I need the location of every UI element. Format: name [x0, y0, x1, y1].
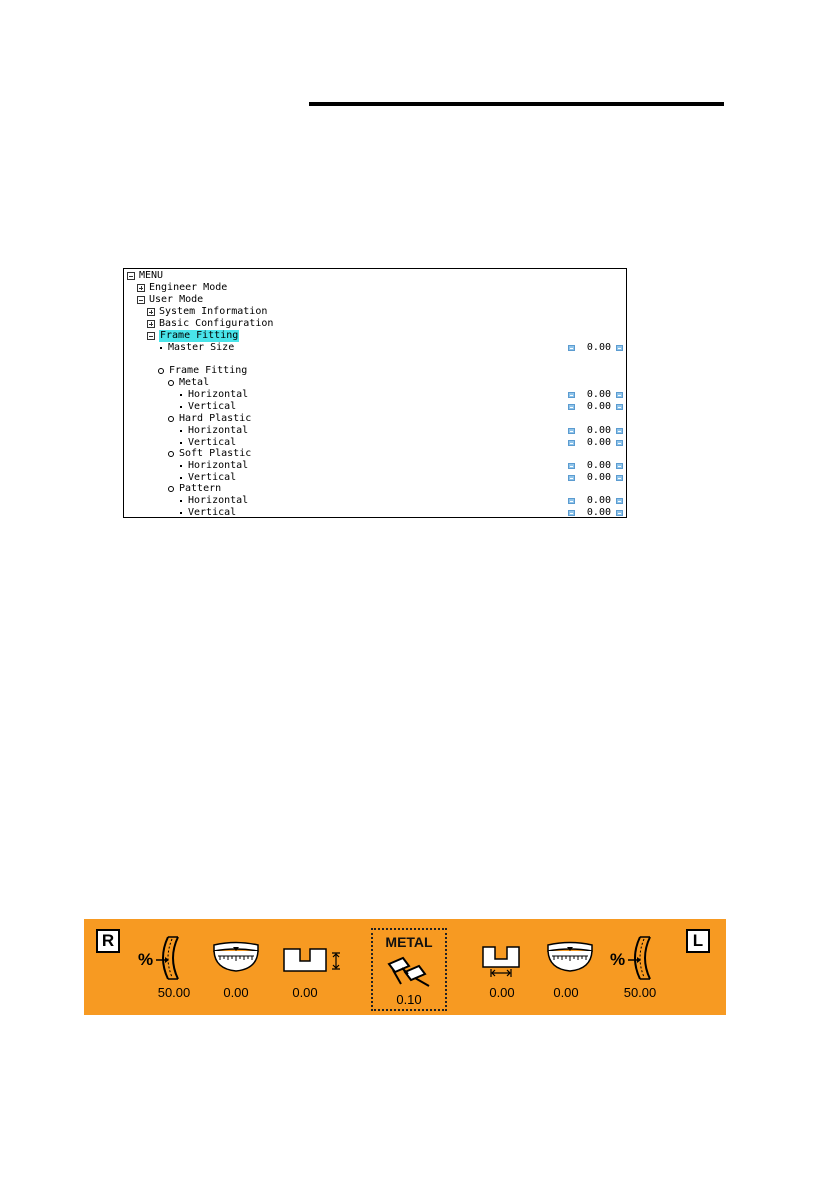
setting-value: 0.00	[586, 401, 611, 412]
collapse-icon[interactable]	[127, 272, 135, 280]
expand-icon[interactable]	[147, 320, 155, 328]
increase-button[interactable]	[616, 404, 623, 410]
right-bevel-percent-value: 50.00	[157, 985, 191, 1000]
setting-soft-plastic-horizontal	[124, 460, 626, 472]
tree-item-system-information[interactable]	[124, 306, 626, 318]
expand-icon[interactable]	[137, 284, 145, 292]
bevel-position-icon	[211, 941, 261, 978]
setting-label: Vertical	[188, 401, 237, 412]
tree-item-label: Engineer Mode	[149, 282, 228, 293]
frame-status-bar	[84, 919, 726, 1015]
group-label: Metal	[179, 377, 210, 388]
setting-value: 0.00	[586, 389, 611, 400]
setting-pattern-horizontal	[124, 495, 626, 507]
decrease-button[interactable]	[568, 475, 575, 481]
decrease-button[interactable]	[568, 510, 575, 516]
menu-root-label: MENU	[139, 270, 164, 281]
tree-item-user-mode[interactable]	[124, 294, 626, 306]
frame-type-label: METAL	[385, 934, 433, 950]
percent-symbol: %	[610, 950, 626, 969]
right-side-badge[interactable]: R	[96, 929, 120, 953]
circle-bullet-icon	[158, 368, 164, 374]
setting-metal-horizontal	[124, 389, 626, 401]
increase-button[interactable]	[616, 463, 623, 469]
group-pattern[interactable]	[124, 483, 626, 495]
vertical-size-icon	[282, 945, 342, 978]
frame-type-value: 0.10	[396, 992, 422, 1007]
tree-item-label: User Mode	[149, 294, 204, 305]
setting-value: 0.00	[586, 472, 611, 483]
percent-symbol: %	[138, 950, 154, 969]
bullet-icon	[180, 406, 182, 408]
group-label: Hard Plastic	[179, 413, 252, 424]
decrease-button[interactable]	[568, 440, 575, 446]
circle-bullet-icon	[168, 416, 174, 422]
tree-item-label: Basic Configuration	[159, 318, 274, 329]
left-horizontal-size-value: 0.00	[489, 985, 515, 1000]
bullet-icon	[180, 477, 182, 479]
setting-label: Horizontal	[188, 425, 249, 436]
group-frame-fitting[interactable]	[124, 365, 626, 377]
decrease-button[interactable]	[568, 463, 575, 469]
frame-type-selector[interactable]	[371, 928, 447, 1011]
bullet-icon	[180, 465, 182, 467]
group-label: Frame Fitting	[169, 365, 248, 376]
increase-button[interactable]	[616, 392, 623, 398]
bevel-position-icon	[545, 941, 595, 978]
right-vertical-size-value: 0.00	[292, 985, 318, 1000]
setting-value: 0.00	[586, 342, 611, 353]
circle-bullet-icon	[168, 486, 174, 492]
decrease-button[interactable]	[568, 498, 575, 504]
setting-metal-vertical	[124, 401, 626, 413]
right-bevel-position-value: 0.00	[223, 985, 249, 1000]
collapse-icon[interactable]	[147, 332, 155, 340]
bevel-percent-icon	[138, 935, 190, 986]
group-metal[interactable]	[124, 377, 626, 389]
tree-item-label: System Information	[159, 306, 268, 317]
glasses-icon	[385, 954, 435, 995]
decrease-button[interactable]	[568, 392, 575, 398]
header-rule	[309, 102, 724, 106]
tree-item-frame-fitting[interactable]	[124, 330, 626, 342]
collapse-icon[interactable]	[137, 296, 145, 304]
increase-button[interactable]	[616, 345, 623, 351]
setting-pattern-vertical	[124, 507, 626, 518]
expand-icon[interactable]	[147, 308, 155, 316]
decrease-button[interactable]	[568, 428, 575, 434]
group-label: Soft Plastic	[179, 448, 252, 459]
setting-label: Horizontal	[188, 389, 249, 400]
setting-label: Vertical	[188, 472, 237, 483]
tree-item-basic-configuration[interactable]	[124, 318, 626, 330]
setting-label: Master Size	[168, 342, 235, 353]
setting-hard-plastic-horizontal	[124, 425, 626, 437]
setting-label: Horizontal	[188, 495, 249, 506]
setting-value: 0.00	[586, 507, 611, 518]
group-soft-plastic[interactable]	[124, 448, 626, 460]
setting-value: 0.00	[586, 460, 611, 471]
bullet-icon	[180, 394, 182, 396]
setting-label: Horizontal	[188, 460, 249, 471]
setting-label: Vertical	[188, 507, 237, 518]
bullet-icon	[180, 430, 182, 432]
menu-root[interactable]	[124, 270, 626, 282]
setting-label: Vertical	[188, 437, 237, 448]
tree-item-label-selected: Frame Fitting	[160, 330, 239, 341]
left-bevel-position-value: 0.00	[553, 985, 579, 1000]
increase-button[interactable]	[616, 428, 623, 434]
setting-value: 0.00	[586, 495, 611, 506]
increase-button[interactable]	[616, 440, 623, 446]
increase-button[interactable]	[616, 510, 623, 516]
increase-button[interactable]	[616, 498, 623, 504]
circle-bullet-icon	[168, 380, 174, 386]
bullet-icon	[160, 347, 162, 349]
setting-master-size	[124, 342, 626, 354]
menu-tree-panel	[123, 268, 627, 518]
decrease-button[interactable]	[568, 345, 575, 351]
left-side-badge[interactable]: L	[686, 929, 710, 953]
tree-item-engineer-mode[interactable]	[124, 282, 626, 294]
group-label: Pattern	[179, 483, 222, 494]
setting-value: 0.00	[586, 437, 611, 448]
bevel-percent-icon	[610, 935, 662, 986]
bullet-icon	[180, 500, 182, 502]
decrease-button[interactable]	[568, 404, 575, 410]
increase-button[interactable]	[616, 475, 623, 481]
circle-bullet-icon	[168, 451, 174, 457]
bullet-icon	[180, 512, 182, 514]
left-bevel-percent-value: 50.00	[623, 985, 657, 1000]
bullet-icon	[180, 442, 182, 444]
setting-value: 0.00	[586, 425, 611, 436]
horizontal-size-icon	[481, 945, 525, 984]
group-hard-plastic[interactable]	[124, 413, 626, 425]
